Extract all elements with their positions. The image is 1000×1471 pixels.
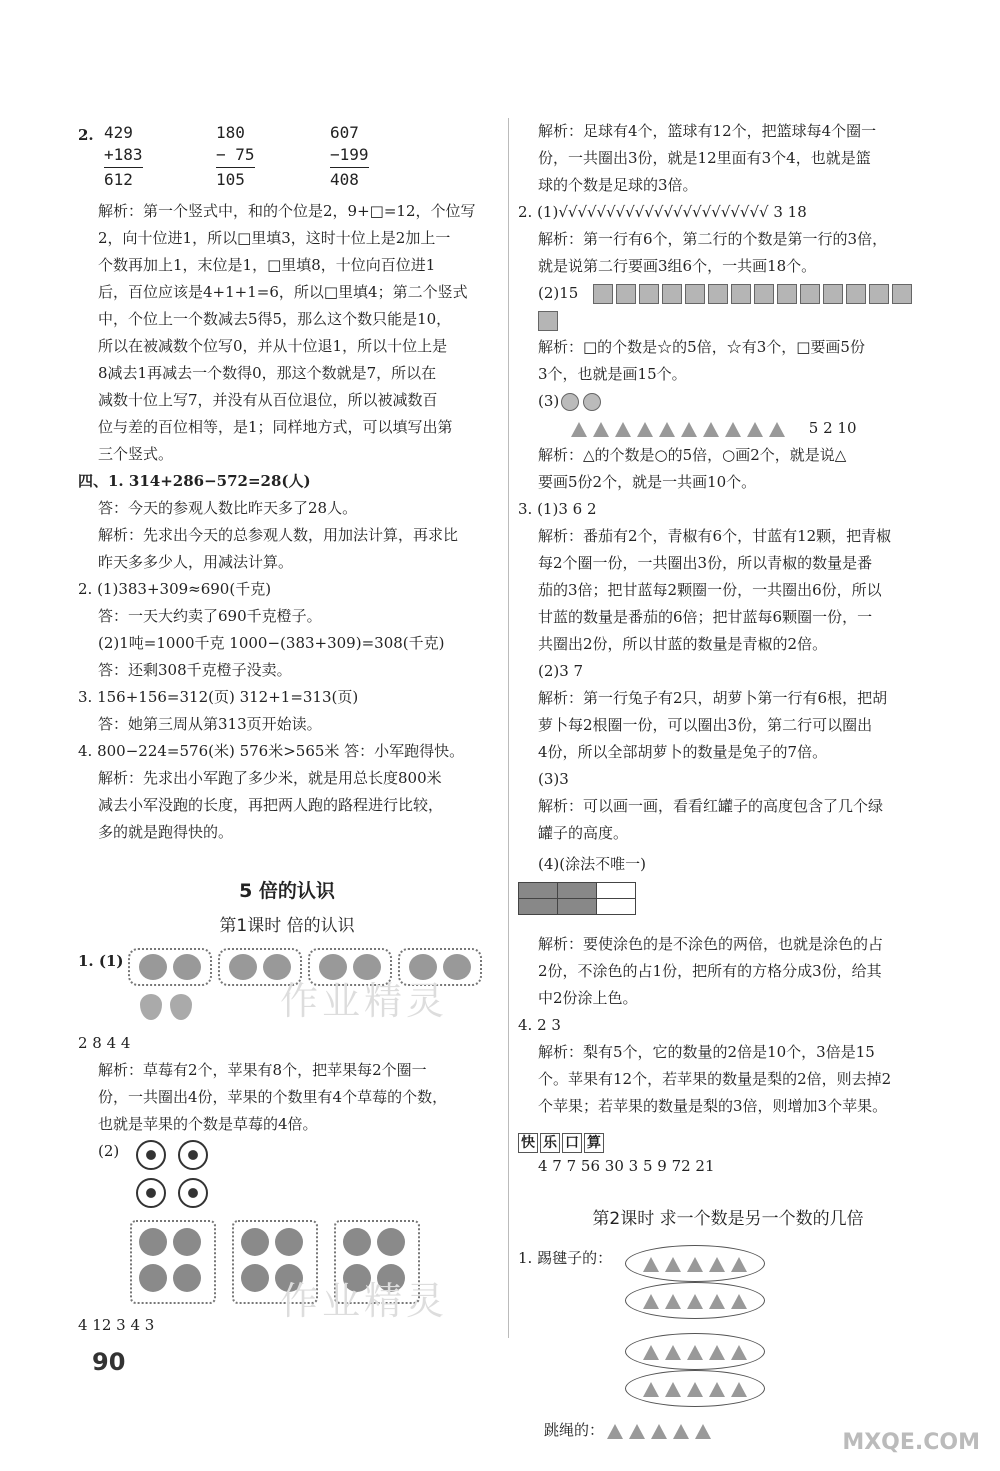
analysis-line: 个数再加上1，末位是1，□里填8，十位向百位进1 (98, 256, 436, 274)
badge-char: 乐 (540, 1133, 560, 1153)
triangle-icon (725, 422, 741, 437)
triangle-icon (629, 1424, 645, 1439)
analysis-line: 萝卜每2根圈一份，可以圈出3份，第二行可以圈出 (538, 716, 873, 734)
triangle-icon (593, 422, 609, 437)
triangle-oval (625, 1245, 765, 1282)
triangle-icon (687, 1345, 703, 1360)
analysis-line: 解析：第一行有6个，第二行的个数是第一行的3倍， (538, 230, 888, 248)
analysis-line: 4份，所以全部胡萝卜的数量是兔子的7倍。 (538, 743, 828, 761)
s4-q4: 4. 800−224=576(米) 576米>565米 答：小军跑得快。 (78, 742, 465, 760)
l2-q1-jump-label: 跳绳的： (544, 1421, 605, 1439)
basketball-group (130, 1220, 216, 1304)
soccer-ball-icon (136, 1140, 166, 1170)
strawberry-icon (170, 994, 192, 1020)
triangle-icon (643, 1345, 659, 1360)
analysis-line: 甘蓝的数量是番茄的6倍；把甘蓝每6颗圈一份，一 (538, 608, 873, 626)
s4-q1-answer: 答：今天的参观人数比昨天多了28人。 (98, 499, 358, 517)
square-icon (846, 284, 866, 304)
analysis-line: 罐子的高度。 (538, 824, 629, 842)
triangle-icon (687, 1257, 703, 1272)
square-icon (823, 284, 843, 304)
triangle-oval (625, 1333, 765, 1370)
badge-char: 算 (584, 1133, 604, 1153)
watermark: 作业精灵 (280, 979, 449, 1023)
s4-q3-answer: 答：她第三周从第313页开始读。 (98, 715, 322, 733)
calc2-top: 180 (216, 123, 245, 142)
q2-3-label: (3) (538, 392, 560, 410)
analysis-line: 球的个数是足球的3倍。 (538, 176, 698, 194)
q3-4-label: (4)(涂法不唯一) (538, 855, 646, 873)
q3-2: (2)3 7 (538, 662, 584, 680)
analysis-line: 解析：□的个数是☆的5倍，☆有3个，□要画5份 (538, 338, 865, 356)
basketball-icon (173, 1264, 201, 1292)
analysis-line: 减去小军没跑的长度，再把两人跑的路程进行比较， (98, 796, 444, 814)
basketball-icon (139, 1228, 167, 1256)
circle-icon (583, 393, 601, 411)
analysis-line: 减数十位上写7，并没有从百位退位，所以被减数百 (98, 391, 438, 409)
analysis-line: 昨天多多少人，用减法计算。 (98, 553, 294, 571)
q2-analysis (78, 198, 496, 468)
q2-2-row (518, 280, 938, 334)
l2-q1-label: 1. 踢毽子的： (518, 1249, 613, 1267)
basketball-icon (377, 1228, 405, 1256)
s4-q2b: (2)1吨=1000千克 1000−(383+309)=308(千克) (98, 634, 445, 652)
s4-q1: 四、1. 314+286−572=28(人) (78, 472, 311, 490)
page-number: 90 (92, 1348, 126, 1376)
triangle-icon (643, 1294, 659, 1309)
soccer-ball-icon (136, 1178, 166, 1208)
triangle-icon (637, 422, 653, 437)
triangle-icon (607, 1424, 623, 1439)
lesson2-title: 第2课时 求一个数是另一个数的几倍 (592, 1209, 864, 1229)
calc3-sub: −199 (330, 145, 369, 164)
l1-q1-label: 1. (1) (78, 952, 124, 970)
analysis-line: 中，个位上一个数减去5得5，那么这个数只能是10， (98, 310, 452, 328)
triangle-icon (747, 422, 763, 437)
q3-1: 3. (1)3 6 2 (518, 500, 597, 518)
basketball-icon (275, 1228, 303, 1256)
l1-q1-answer: 2 8 4 4 (78, 1034, 131, 1052)
analysis-line: 个苹果；若苹果的数量是梨的3倍，则增加3个苹果。 (538, 1097, 888, 1115)
square-icon (869, 284, 889, 304)
q4: 4. 2 3 (518, 1016, 561, 1034)
square-icon (731, 284, 751, 304)
square-icon (777, 284, 797, 304)
triangle-icon (651, 1424, 667, 1439)
basketball-icon (173, 1228, 201, 1256)
analysis-line: 3个，也就是画15个。 (538, 365, 687, 383)
square-icon (538, 311, 558, 331)
apple-icon (139, 954, 167, 980)
l1-q1b-figure (98, 1138, 496, 1214)
analysis-line: 三个竖式。 (98, 445, 174, 463)
analysis-line: 也就是苹果的个数是草莓的4倍。 (98, 1115, 318, 1133)
analysis-line: 后，百位应该是4+1+1=6，所以□里填4；第二个竖式 (98, 283, 468, 301)
square-icon (685, 284, 705, 304)
triangle-icon (665, 1294, 681, 1309)
triangle-icon (709, 1294, 725, 1309)
soccer-balls (130, 1138, 214, 1214)
q3-3: (3)3 (538, 770, 569, 788)
analysis-line: 个。苹果有12个，若苹果的数量是梨的2倍，则去掉2 (538, 1070, 892, 1088)
triangle-oval (625, 1282, 765, 1319)
triangle-icon (709, 1345, 725, 1360)
square-icon (892, 284, 912, 304)
s4-q2b-answer: 答：还剩308千克橙子没卖。 (98, 661, 292, 679)
triangle-icon (643, 1382, 659, 1397)
q2-label: 2. (78, 126, 94, 144)
analysis-line: 解析：足球有4个，篮球有12个，把篮球每4个圈一 (538, 122, 877, 140)
basketball-icon (241, 1264, 269, 1292)
calc1-top: 429 (104, 123, 133, 142)
soccer-ball-icon (178, 1140, 208, 1170)
s4-q2a: 2. (1)383+309≈690(千克) (78, 580, 272, 598)
analysis-line: 所以在被减数个位写0，并从十位退1，所以十位上是 (98, 337, 448, 355)
analysis-line: 2份，不涂色的占1份，把所有的方格分成3份，给其 (538, 962, 882, 980)
left-column (78, 118, 496, 1339)
vertical-calcs (78, 118, 496, 198)
triangle-icon (615, 422, 631, 437)
triangle-icon (681, 422, 697, 437)
analysis-line: 份，一共圈出4份，苹果的个数里有4个草莓的个数， (98, 1088, 448, 1106)
soccer-ball-icon (178, 1178, 208, 1208)
q2-1: 2. (1)√√√√√√√√√√√√√√√√√√√√√√ 3 18 (518, 203, 807, 221)
s4-q2a-answer: 答：一天大约卖了690千克橙子。 (98, 607, 322, 625)
column-divider (508, 118, 509, 1338)
calc1-line (104, 167, 143, 168)
analysis-line: 解析：梨有5个，它的数量的2倍是10个，3倍是15 (538, 1043, 875, 1061)
triangle-icon (643, 1257, 659, 1272)
analysis-line: 解析：要使涂色的是不涂色的两倍，也就是涂色的占 (538, 935, 884, 953)
s4-q3: 3. 156+156=312(页) 312+1=313(页) (78, 688, 359, 706)
basketball-icon (241, 1228, 269, 1256)
shading-grid (518, 882, 636, 915)
strawberry-icon (140, 994, 162, 1020)
square-row (538, 284, 915, 329)
l2-q1-figure (518, 1245, 938, 1407)
analysis-line: 多的就是跑得快的。 (98, 823, 234, 841)
analysis-line: 解析：第一个竖式中，和的个位是2，9+□=12，个位写 (98, 202, 476, 220)
triangle-icon (731, 1345, 747, 1360)
triangle-icon (695, 1424, 711, 1439)
square-icon (639, 284, 659, 304)
analysis-line: 要画5份2个，就是一共画10个。 (538, 473, 757, 491)
analysis-line: 就是说第二行要画3组6个，一共画18个。 (538, 257, 817, 275)
analysis-line: 每2个圈一份，一共圈出3份，所以青椒的数量是番 (538, 554, 873, 572)
square-icon (662, 284, 682, 304)
triangle-icon (709, 1382, 725, 1397)
analysis-line: 份，一共圈出3份，就是12里面有3个4，也就是篮 (538, 149, 871, 167)
kuaile-kousuan-badge (518, 1132, 938, 1153)
analysis-line: 解析：番茄有2个，青椒有6个，甘蓝有12颗，把青椒 (538, 527, 892, 545)
triangle-icon (703, 422, 719, 437)
square-icon (800, 284, 820, 304)
square-icon (593, 284, 613, 304)
triangle-icon (665, 1382, 681, 1397)
analysis-line: 位与差的百位相等，是1；同样地方式，可以填写出第 (98, 418, 453, 436)
l1-q1b-label: (2) (98, 1142, 120, 1160)
analysis-line: 解析：草莓有2个，苹果有8个，把苹果每2个圈一 (98, 1061, 427, 1079)
analysis-line: 共圈出2份，所以甘蓝的数量是青椒的2倍。 (538, 635, 828, 653)
basketball-icon (139, 1264, 167, 1292)
calc-3 (330, 122, 369, 191)
square-icon (616, 284, 636, 304)
calc3-result: 408 (330, 170, 359, 189)
q2-3-row (518, 388, 938, 415)
triangle-icon (665, 1345, 681, 1360)
analysis-line: 解析：第一行兔子有2只，胡萝卜第一行有6根，把胡 (538, 689, 888, 707)
triangle-icon (731, 1382, 747, 1397)
triangle-icon (659, 422, 675, 437)
analysis-line: 中2份涂上色。 (538, 989, 638, 1007)
triangle-icon (687, 1294, 703, 1309)
badge-char: 快 (518, 1133, 538, 1153)
calc2-result: 105 (216, 170, 245, 189)
analysis-line: 解析：△的个数是○的5倍，○画2个，就是说△ (538, 446, 847, 464)
triangle-icon (665, 1257, 681, 1272)
calc-1 (104, 122, 143, 191)
analysis-line: 解析：先求出小军跑了多少米，就是用总长度800米 (98, 769, 442, 787)
triangle-icon (731, 1294, 747, 1309)
l1-q1b-answer: 4 12 3 4 3 (78, 1316, 155, 1334)
triangle-icon (687, 1382, 703, 1397)
triangle-icon (709, 1257, 725, 1272)
calc1-result: 612 (104, 170, 133, 189)
analysis-line: 8减去1再减去一个数得0，那这个数就是7，所以在 (98, 364, 437, 382)
apple-icon (229, 954, 257, 980)
triangle-icon (571, 422, 587, 437)
unit-title: 5 倍的认识 (239, 880, 335, 902)
analysis-line: 茄的3倍；把甘蓝每2颗圈一份，一共圈出6份，所以 (538, 581, 882, 599)
watermark: 作业精灵 (280, 1279, 449, 1323)
apple-icon (173, 954, 201, 980)
circle-icon (561, 393, 579, 411)
apple-group (128, 948, 212, 986)
calc-2 (216, 122, 255, 191)
square-icon (754, 284, 774, 304)
triangle-icon (769, 422, 785, 437)
analysis-line: 解析：先求出今天的总参观人数，用加法计算，再求比 (98, 526, 459, 544)
triangle-oval (625, 1370, 765, 1407)
badge-char: 口 (562, 1133, 582, 1153)
q2-3-answer: 5 2 10 (808, 419, 857, 437)
kuaile-answers: 4 7 7 56 30 3 5 9 72 21 (538, 1157, 715, 1175)
calc3-line (330, 167, 369, 168)
basketball-icon (343, 1228, 371, 1256)
site-watermark: MXQE.COM (842, 1430, 980, 1455)
triangle-ovals (625, 1245, 938, 1407)
triangle-icon (673, 1424, 689, 1439)
q3-4-row (518, 851, 938, 878)
triangle-icon (731, 1257, 747, 1272)
q2-2-label: (2)15 (538, 284, 579, 302)
calc3-top: 607 (330, 123, 359, 142)
analysis-line: 2，向十位进1，所以□里填3，这时十位上是2加上一 (98, 229, 451, 247)
right-column (518, 118, 938, 1444)
calc2-line (216, 167, 255, 168)
calc1-add: +183 (104, 145, 143, 164)
analysis-line: 解析：可以画一画，看看红罐子的高度包含了几个绿 (538, 797, 884, 815)
lesson1-title: 第1课时 倍的认识 (219, 916, 355, 936)
calc2-sub: − 75 (216, 145, 255, 164)
square-icon (708, 284, 728, 304)
triangle-row (518, 415, 938, 442)
